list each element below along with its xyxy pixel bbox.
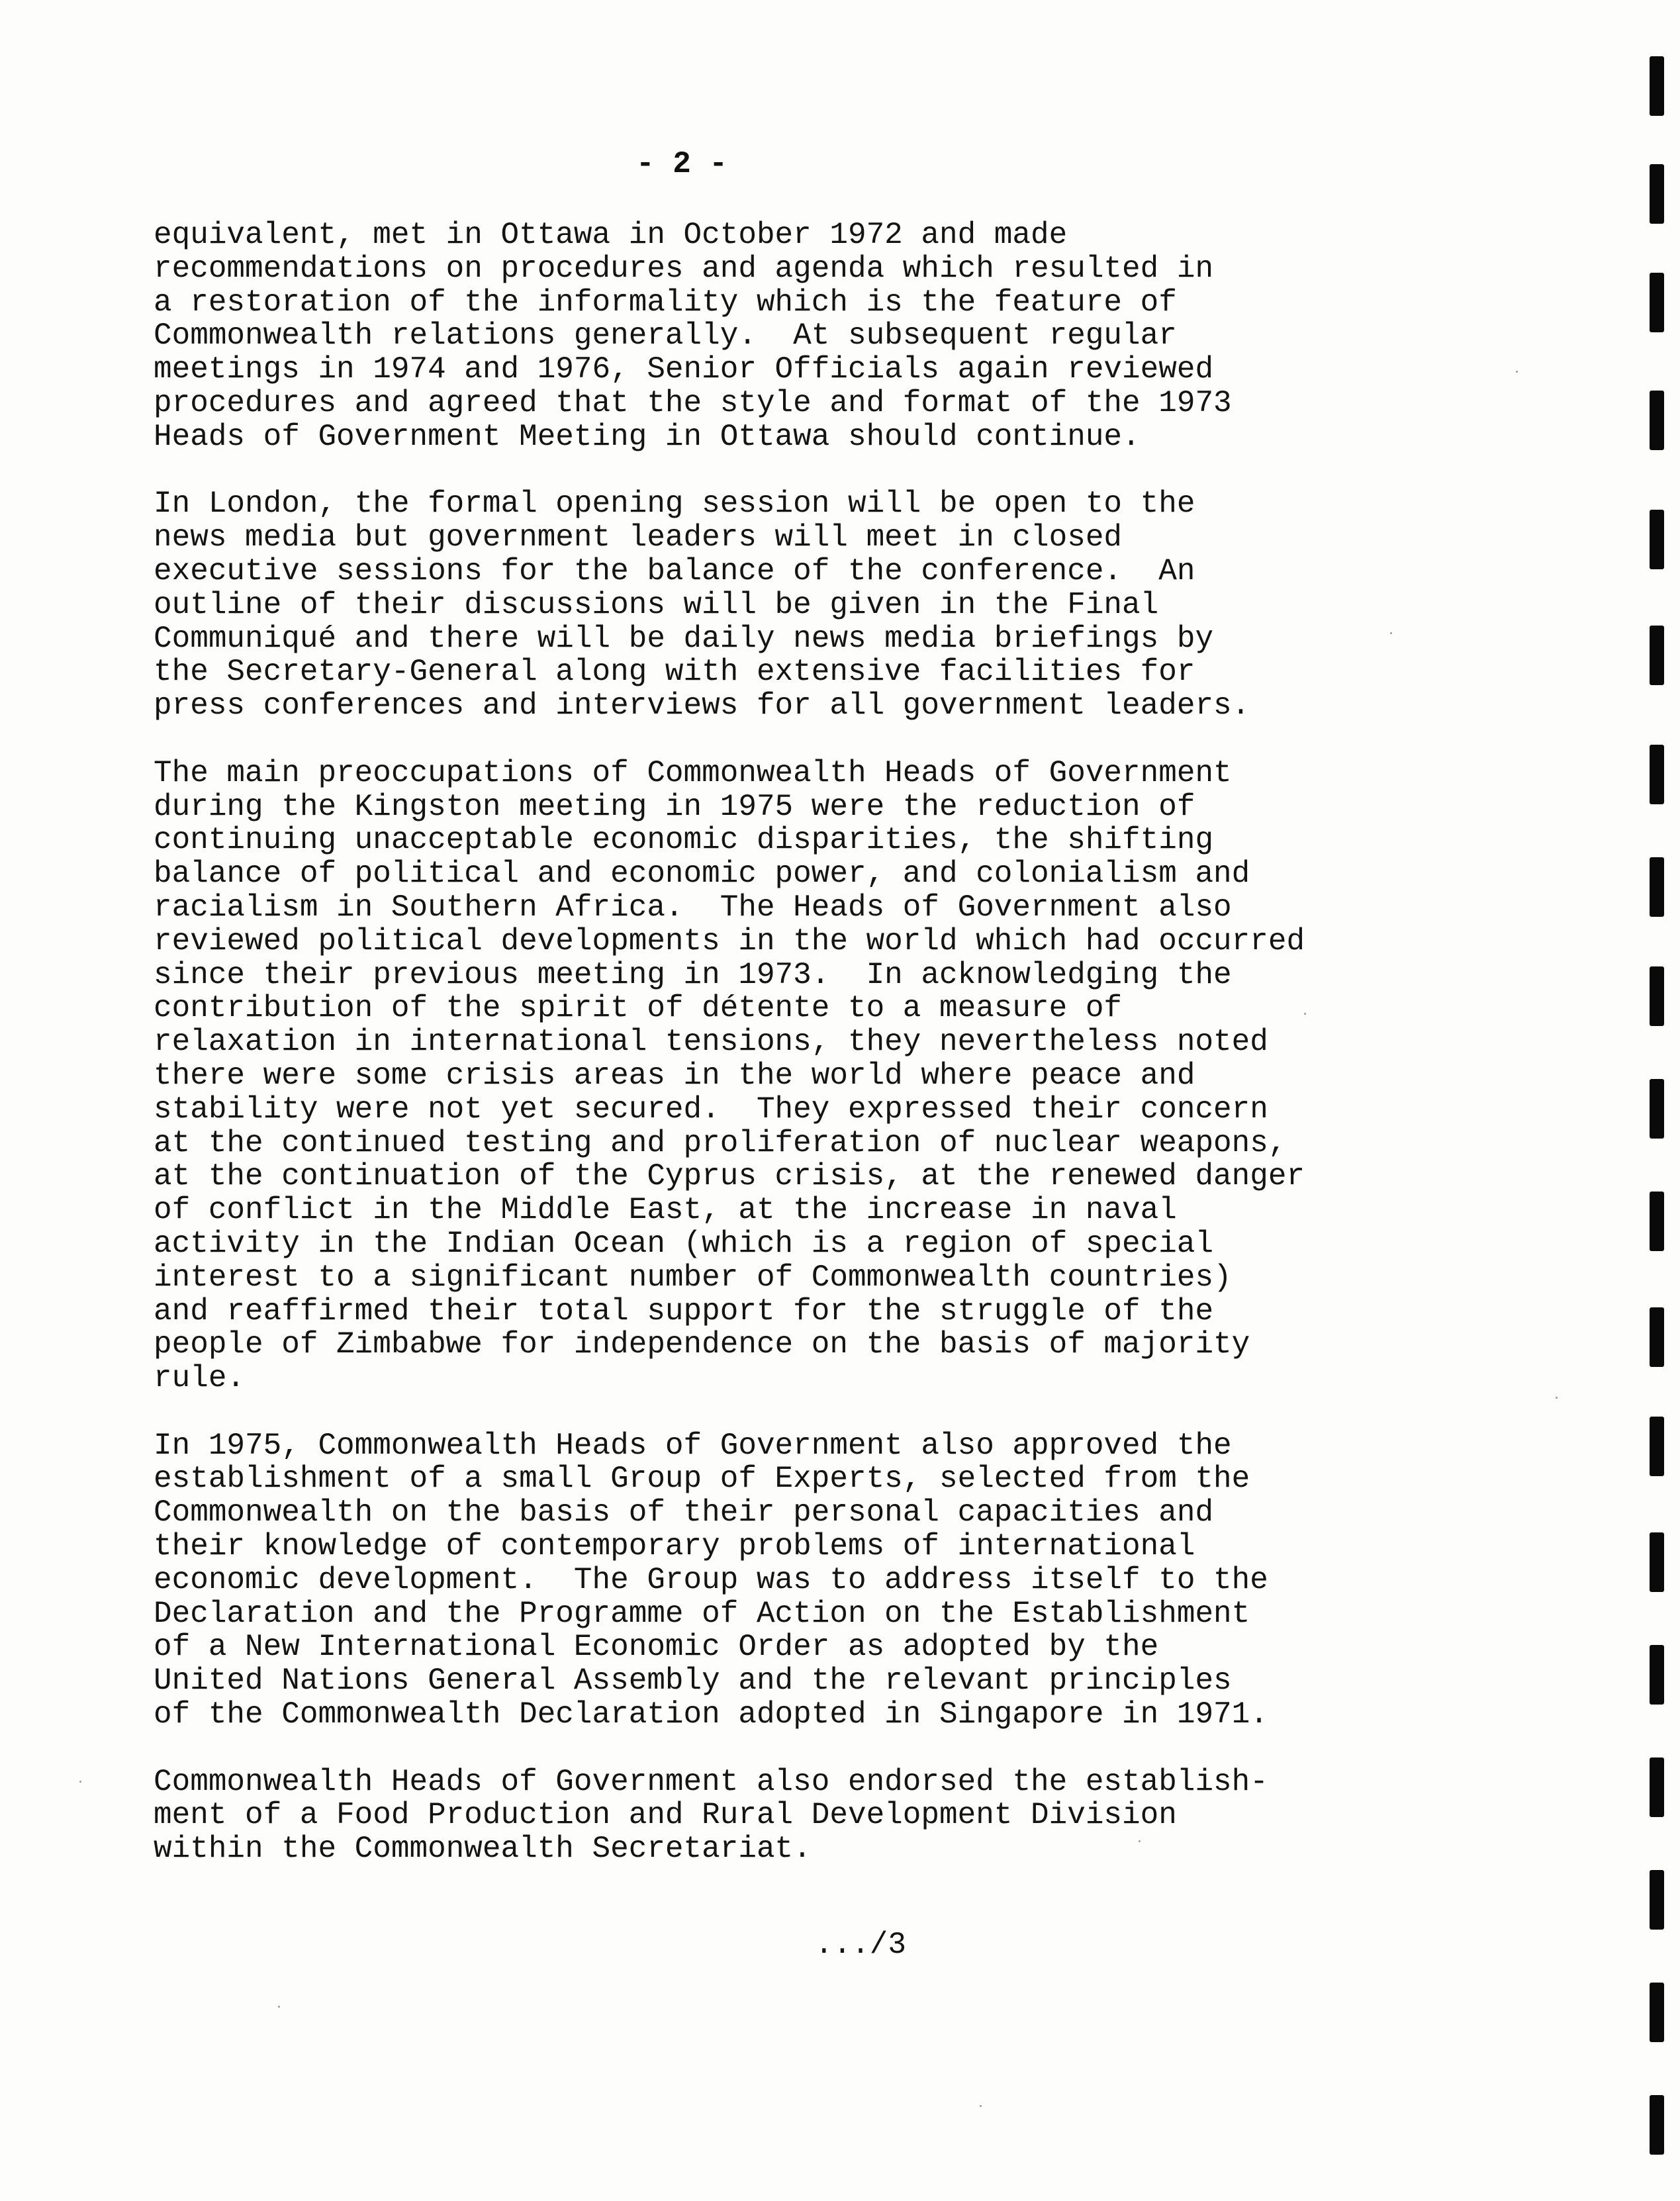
text-line: Commonwealth on the basis of their personal capacities and [154,1495,1214,1530]
text-line: Commonwealth relations generally. At subsequent regular [154,318,1177,353]
paper-speck [1304,1013,1306,1015]
text-line: during the Kingston meeting in 1975 were the reduction of [154,789,1195,824]
text-line: contribution of the spirit of détente to a measure of [154,991,1123,1026]
text-line: economic development. The Group was to address itself to the [154,1562,1268,1597]
paragraph [154,218,1411,454]
text-line: relaxation in international tensions, they nevertheless noted [154,1025,1268,1060]
text-line: Commonwealth Heads of Government also endorsed the establish- [154,1764,1268,1799]
text-line: people of Zimbabwe for independence on the basis of majority [154,1327,1250,1362]
binding-hole-mark [1650,1079,1664,1139]
paragraph [154,757,1411,1395]
paragraph [154,1765,1411,1866]
binding-hole-mark [1650,56,1664,116]
paper-speck [1390,632,1392,634]
binding-hole-mark [1650,745,1664,804]
text-line: since their previous meeting in 1973. In acknowledging the [154,957,1232,992]
paper-speck [278,2006,280,2008]
paper-speck [1556,1397,1558,1399]
binding-hole-mark [1650,1532,1664,1592]
text-line: at the continued testing and proliferation of nuclear weapons, [154,1125,1287,1160]
text-line: In London, the formal opening session will be open to the [154,487,1195,522]
text-line: continuing unacceptable economic disparities, the shifting [154,823,1214,858]
paragraph [154,1429,1411,1732]
binding-hole-mark [1650,2095,1664,2155]
binding-hole-mark [1650,966,1664,1026]
text-line: The main preoccupations of Commonwealth Heads of Government [154,755,1232,790]
text-line: of a New International Economic Order as adopted by the [154,1630,1159,1665]
body-text [154,218,1411,1900]
binding-hole-mark [1650,1870,1664,1930]
page-number: - 2 - [635,147,728,181]
text-line: Declaration and the Programme of Action on the Establishment [154,1596,1250,1631]
text-line: ment of a Food Production and Rural Development Division [154,1798,1177,1833]
text-line: and reaffirmed their total support for the struggle of the [154,1293,1214,1329]
text-line: executive sessions for the balance of the conference. An [154,553,1195,588]
paper-speck [1139,1840,1141,1842]
binding-hole-mark [1650,1645,1664,1705]
binding-hole-mark [1650,1757,1664,1817]
text-line: there were some crisis areas in the world where peace and [154,1058,1195,1093]
text-line: activity in the Indian Ocean (which is a region of special [154,1226,1214,1261]
binding-hole-mark [1650,273,1664,332]
text-line: equivalent, met in Ottawa in October 1972 and made [154,218,1068,252]
binding-hole-mark [1650,391,1664,450]
text-line: outline of their discussions will be given in the Final [154,587,1159,622]
text-line: United Nations General Assembly and the relevant principles [154,1663,1232,1699]
text-line: the Secretary-General along with extensive facilities for [154,655,1195,690]
text-line: Heads of Government Meeting in Ottawa should continue. [154,419,1141,454]
text-line: news media but government leaders will meet in closed [154,520,1123,555]
binding-hole-mark [1650,510,1664,569]
paper-speck [79,1781,81,1783]
text-line: recommendations on procedures and agenda which resulted in [154,251,1214,286]
text-line: stability were not yet secured. They expressed their concern [154,1092,1268,1127]
text-line: at the continuation of the Cyprus crisis, at the renewed danger [154,1159,1305,1194]
text-line: rule. [154,1361,246,1396]
paper-speck [980,2105,982,2107]
binding-holes-strip [1644,0,1680,2201]
text-line: meetings in 1974 and 1976, Senior Officials again reviewed [154,352,1214,387]
text-line: interest to a significant number of Commonwealth countries) [154,1260,1232,1295]
paragraph [154,487,1411,723]
binding-hole-mark [1650,1307,1664,1367]
continuation-marker: .../3 [814,1928,907,1962]
text-line: establishment of a small Group of Experts, selected from the [154,1462,1250,1497]
text-line: within the Commonwealth Secretariat. [154,1832,812,1867]
text-line: of conflict in the Middle East, at the increase in naval [154,1193,1177,1228]
text-line: press conferences and interviews for all government leaders. [154,688,1250,724]
binding-hole-mark [1650,1192,1664,1251]
text-line: a restoration of the informality which is the feature of [154,285,1177,320]
text-line: balance of political and economic power, and colonialism and [154,857,1250,892]
text-line: their knowledge of contemporary problems of international [154,1529,1195,1564]
text-line: procedures and agreed that the style and format of the 1973 [154,385,1232,420]
binding-hole-mark [1650,1983,1664,2042]
binding-hole-mark [1650,626,1664,685]
binding-hole-mark [1650,164,1664,224]
binding-hole-mark [1650,1417,1664,1476]
text-line: racialism in Southern Africa. The Heads of Government also [154,890,1232,925]
text-line: reviewed political developments in the world which had occurred [154,923,1305,959]
paper-speck [1516,371,1518,373]
text-line: of the Commonwealth Declaration adopted in Singapore in 1971. [154,1697,1268,1732]
binding-hole-mark [1650,857,1664,917]
text-line: Communiqué and there will be daily news media briefings by [154,621,1214,656]
text-line: In 1975, Commonwealth Heads of Government also approved the [154,1428,1232,1463]
